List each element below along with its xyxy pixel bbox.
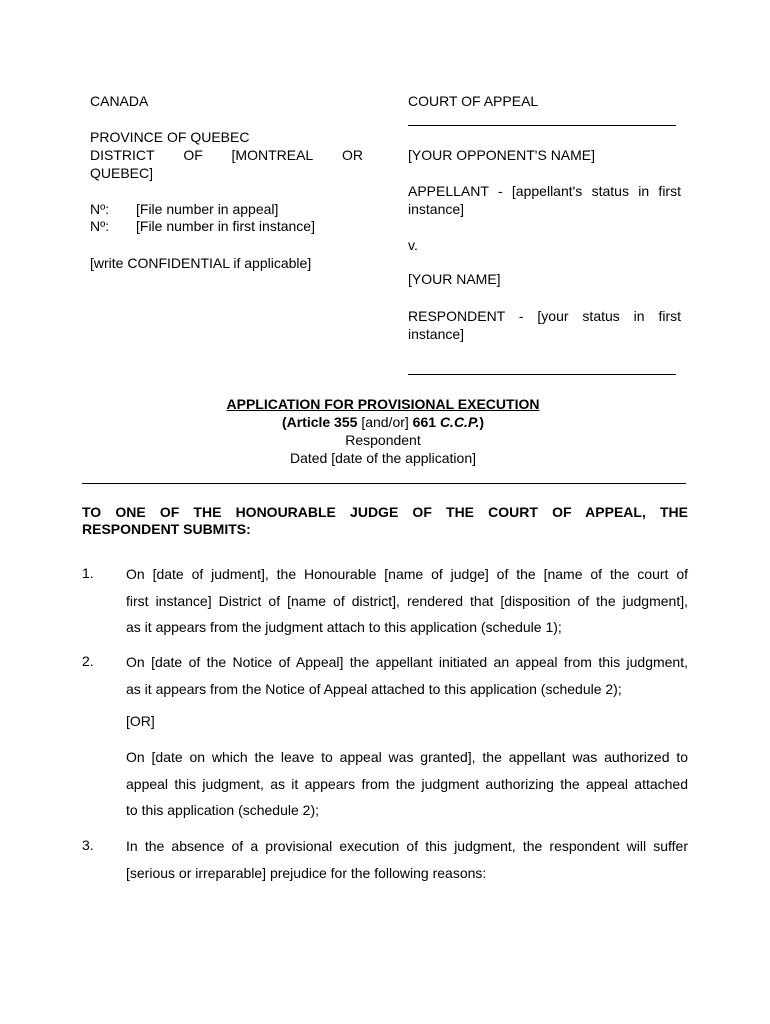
file-label-first-instance: Nº: (90, 218, 110, 234)
respondent-status-line-2: instance] (408, 326, 465, 342)
paragraph-line: On [date of judment], the Honourable [name of judge] of the [name of the court of (126, 566, 688, 582)
article-661: 661 (408, 414, 440, 430)
paragraph-line: as it appears from the Notice of Appeal attached to this application (schedule 2); (126, 680, 622, 697)
address-line-2: RESPONDENT SUBMITS: (82, 521, 251, 537)
paragraph-line: [serious or irreparable] prejudice for the following reasons: (126, 864, 487, 881)
document-title: APPLICATION FOR PROVISIONAL EXECUTION (226, 396, 540, 412)
district-word: OR (342, 147, 363, 163)
paragraph-2 (126, 649, 688, 702)
paragraph-number: 2. (82, 653, 94, 669)
divider (408, 374, 676, 375)
province-label: PROVINCE OF QUEBEC (90, 129, 250, 145)
or-label: [OR] (126, 713, 155, 729)
paragraph-line: appeal this judgment, as it appears from the judgment authorizing the appeal attached (126, 775, 688, 792)
paragraph-2-alternative (126, 744, 688, 824)
district-word: OF (183, 147, 203, 163)
article-reference (0, 414, 766, 431)
paragraph-line: first instance] District of [name of district], rendered that [disposition of the judgment], (126, 592, 688, 609)
appellant-status-line-2: instance] (408, 201, 465, 217)
paragraph-line: as it appears from the judgment attach to this application (schedule 1); (126, 619, 562, 635)
paragraph-line: On [date on which the leave to appeal was granted], the appellant was authorized to (126, 749, 688, 765)
file-number-first-instance: [File number in first instance] (136, 218, 315, 234)
article-ccp: C.C.P. (439, 414, 480, 430)
respondent-status-line: RESPONDENT - [your status in first (408, 308, 681, 324)
divider (82, 483, 686, 484)
district-line-2: QUEBEC] (90, 165, 154, 181)
divider (408, 125, 676, 126)
paragraph-number: 3. (82, 837, 94, 853)
appellant-status-line: APPELLANT - [appellant's status in first (408, 183, 681, 199)
party-label: Respondent (345, 432, 421, 448)
file-label-appeal: Nº: (90, 201, 110, 217)
article-open: (Article 355 (281, 414, 362, 430)
district-word: DISTRICT (90, 147, 155, 163)
court-name: COURT OF APPEAL (408, 93, 539, 109)
paragraph-line: to this application (schedule 2); (126, 802, 319, 818)
paragraph-1 (126, 561, 688, 641)
article-close: ) (479, 414, 485, 430)
paragraph-line: In the absence of a provisional execution of this judgment, the respondent will suffer (126, 838, 688, 854)
or-marker (126, 708, 688, 735)
opponent-name: [YOUR OPPONENT'S NAME] (408, 147, 596, 163)
your-name: [YOUR NAME] (408, 271, 501, 287)
dated-label: Dated [date of the application] (289, 450, 477, 466)
district-word: [MONTREAL (231, 147, 314, 163)
country-label: CANADA (90, 93, 149, 109)
paragraph-number: 1. (82, 565, 94, 581)
file-number-appeal: [File number in appeal] (136, 201, 279, 217)
district-line (90, 147, 363, 164)
versus-label: v. (408, 237, 418, 253)
article-andor: [and/or] (361, 414, 409, 430)
address-line: TO ONE OF THE HONOURABLE JUDGE OF THE COURT OF APPEAL, THE (82, 504, 688, 520)
paragraph-line: On [date of the Notice of Appeal] the appellant initiated an appeal from this judgment, (126, 654, 688, 670)
paragraph-3 (126, 833, 688, 886)
confidential-note: [write CONFIDENTIAL if applicable] (90, 255, 312, 271)
